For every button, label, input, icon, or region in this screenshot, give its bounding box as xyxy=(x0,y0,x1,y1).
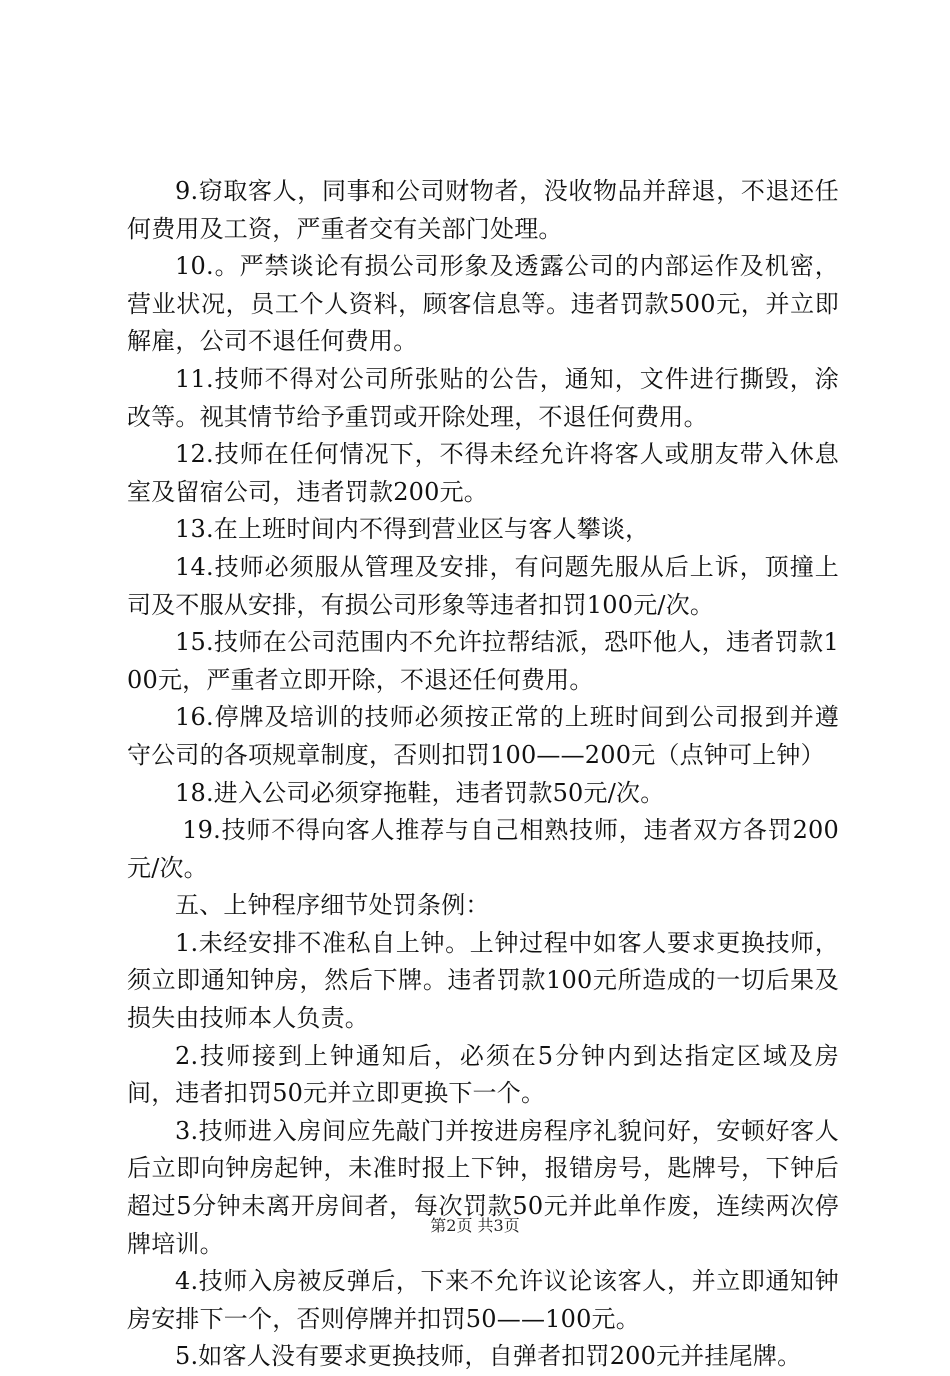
procedure-rule-2: 2.技师接到上钟通知后，必须在5分钟内到达指定区域及房间，违者扣罚50元并立即更换下一个。 xyxy=(127,1041,839,1108)
rule-paragraph-18: 18.进入公司必须穿拖鞋，违者罚款50元/次。 xyxy=(175,778,665,807)
rule-paragraph-12: 12.技师在任何情况下，不得未经允许将客人或朋友带入休息室及留宿公司，违者罚款200元。 xyxy=(127,440,839,506)
rule-paragraph-10: 10.。严禁谈论有损公司形象及透露公司的内部运作及机密，营业状况，员工个人资料，顾客信息等。违者罚款500元，并立即解雇，公司不退任何费用。 xyxy=(127,252,839,356)
rule-paragraph-13: 13.在上班时间内不得到营业区与客人攀谈， xyxy=(175,515,650,544)
rule-paragraph-16: 16.停牌及培训的技师必须按正常的上班时间到公司报到并遵守公司的各项规章制度，否则扣罚100——200元（点钟可上钟） xyxy=(127,703,839,769)
rule-paragraph-11: 11.技师不得对公司所张贴的公告，通知，文件进行撕毁，涂改等。视其情节给予重罚或开除处理，不退任何费用。 xyxy=(127,364,839,431)
rule-paragraph-9: 9.窃取客人，同事和公司财物者，没收物品并辞退，不退还任何费用及工资，严重者交有关部门处理。 xyxy=(127,177,839,243)
page-number-footer: 第2页 共3页 xyxy=(430,1216,520,1235)
rule-paragraph-15: 15.技师在公司范围内不允许拉帮结派，恐吓他人，违者罚款100元，严重者立即开除，不退还任何费用。 xyxy=(127,628,839,694)
procedure-rule-1: 1.未经安排不准私自上钟。上钟过程中如客人要求更换技师，须立即通知钟房，然后下牌。违者罚款100元所造成的一切后果及损失由技师本人负责。 xyxy=(127,928,839,1033)
rule-paragraph-14: 14.技师必须服从管理及安排，有问题先服从后上诉，顶撞上司及不服从安排，有损公司形象等违者扣罚100元/次。 xyxy=(127,552,839,619)
procedure-rule-4: 4.技师入房被反弹后，下来不允许议论该客人，并立即通知钟房安排下一个，否则停牌并扣罚50——100元。 xyxy=(127,1267,839,1333)
procedure-rule-3: 3.技师进入房间应先敲门并按进房程序礼貌问好，安顿好客人后立即向钟房起钟，未准时报上下钟，报错房号，匙牌号，下钟后超过5分钟未离开房间者，每次罚款50元并此单作废，连续两次停牌培训。 xyxy=(127,1116,839,1258)
rule-paragraph-19: 19.技师不得向客人推荐与自己相熟技师，违者双方各罚200元/次。 xyxy=(127,816,839,882)
section-heading-5: 五、上钟程序细节处罚条例： xyxy=(175,891,490,920)
document-body xyxy=(127,173,839,1376)
procedure-rule-5: 5.如客人没有要求更换技师，自弹者扣罚200元并挂尾牌。 xyxy=(175,1342,802,1371)
